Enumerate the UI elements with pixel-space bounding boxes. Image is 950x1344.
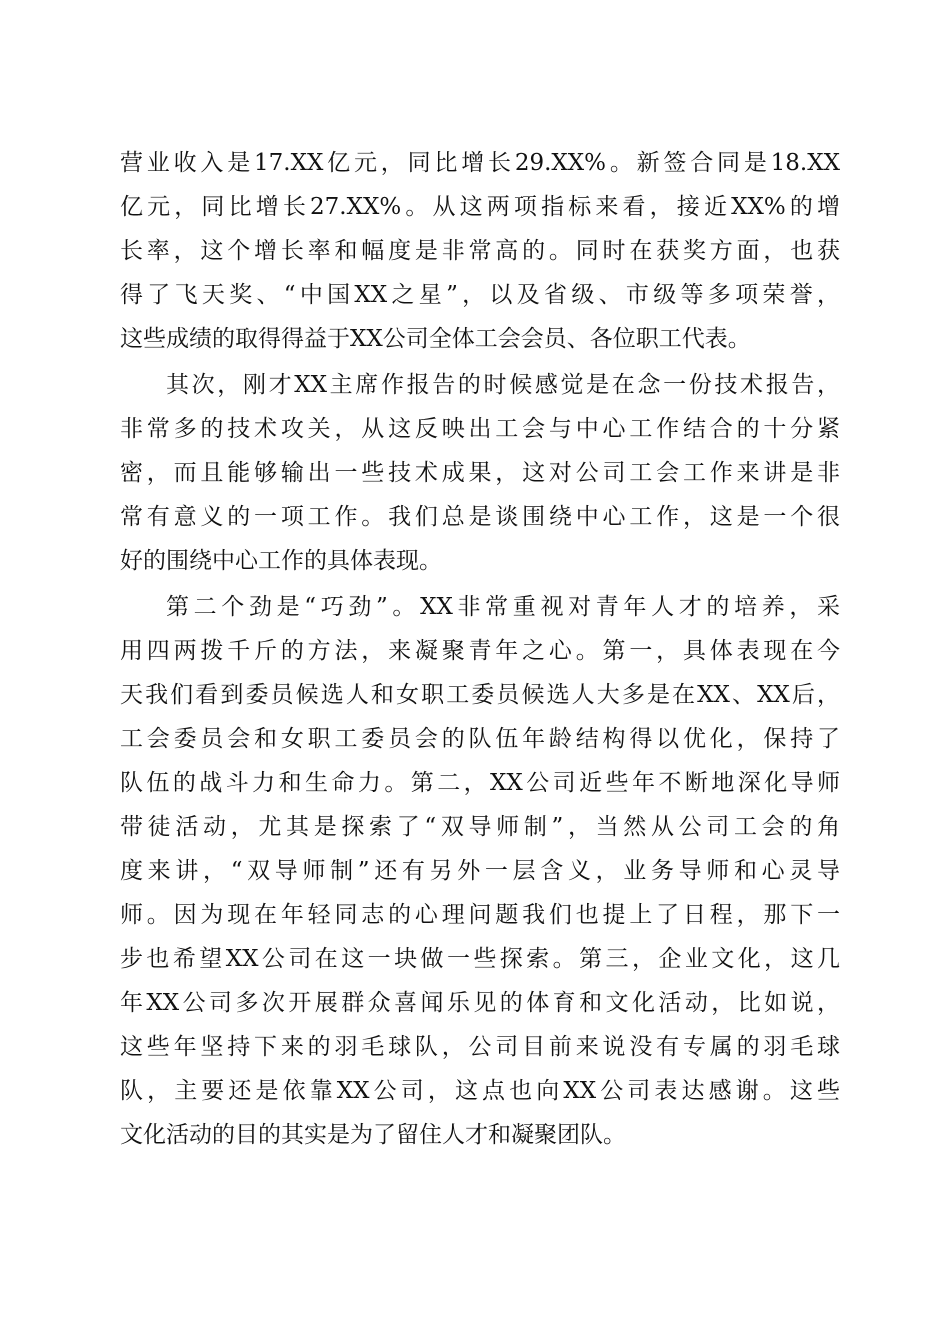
paragraph-3-line-9: 步也希望XX公司在这一块做一些探索。第三，企业文化，这几: [120, 946, 840, 972]
paragraph-1-line-1: 营业收入是17.XX亿元，同比增长29.XX%。新签合同是18.XX: [120, 150, 840, 176]
paragraph-1-line-5: 这些成绩的取得得益于XX公司全体工会会员、各位职工代表。: [120, 326, 751, 352]
paragraph-3-line-10: 年XX公司多次开展群众喜闻乐见的体育和文化活动，比如说，: [120, 990, 840, 1016]
paragraph-3-line-3: 天我们看到委员候选人和女职工委员候选人大多是在XX、XX后，: [120, 682, 840, 708]
paragraph-2-line-1: 其次，刚才XX主席作报告的时候感觉是在念一份技术报告，: [166, 372, 840, 398]
paragraph-3-line-5: 队伍的战斗力和生命力。第二，XX公司近些年不断地深化导师: [120, 770, 840, 796]
paragraph-3-line-13: 文化活动的目的其实是为了留住人才和凝聚团队。: [120, 1122, 626, 1148]
paragraph-3-line-12: 队，主要还是依靠XX公司，这点也向XX公司表达感谢。这些: [120, 1078, 840, 1104]
paragraph-2-line-3: 密，而且能够输出一些技术成果，这对公司工会工作来讲是非: [120, 460, 840, 486]
paragraph-1-line-2: 亿元，同比增长27.XX%。从这两项指标来看，接近XX%的增: [120, 194, 840, 220]
paragraph-3-line-2: 用四两拨千斤的方法，来凝聚青年之心。第一，具体表现在今: [120, 638, 840, 664]
paragraph-2-line-4: 常有意义的一项工作。我们总是谈围绕中心工作，这是一个很: [120, 504, 840, 530]
paragraph-2-line-5: 好的围绕中心工作的具体表现。: [120, 548, 442, 574]
paragraph-1-line-3: 长率，这个增长率和幅度是非常高的。同时在获奖方面，也获: [120, 238, 840, 264]
paragraph-3-line-8: 师。因为现在年轻同志的心理问题我们也提上了日程，那下一: [120, 902, 840, 928]
paragraph-3-line-11: 这些年坚持下来的羽毛球队，公司目前来说没有专属的羽毛球: [120, 1034, 840, 1060]
paragraph-2-line-2: 非常多的技术攻关，从这反映出工会与中心工作结合的十分紧: [120, 416, 840, 442]
paragraph-3-line-1: 第二个劲是“巧劲”。XX非常重视对青年人才的培养，采: [166, 594, 840, 620]
paragraph-1-line-4: 得了飞天奖、“中国XX之星”，以及省级、市级等多项荣誉，: [120, 282, 840, 308]
paragraph-3-line-7: 度来讲，“双导师制”还有另外一层含义，业务导师和心灵导: [120, 858, 840, 884]
paragraph-3-line-6: 带徒活动，尤其是探索了“双导师制”，当然从公司工会的角: [120, 814, 840, 840]
paragraph-3-line-4: 工会委员会和女职工委员会的队伍年龄结构得以优化，保持了: [120, 726, 840, 752]
